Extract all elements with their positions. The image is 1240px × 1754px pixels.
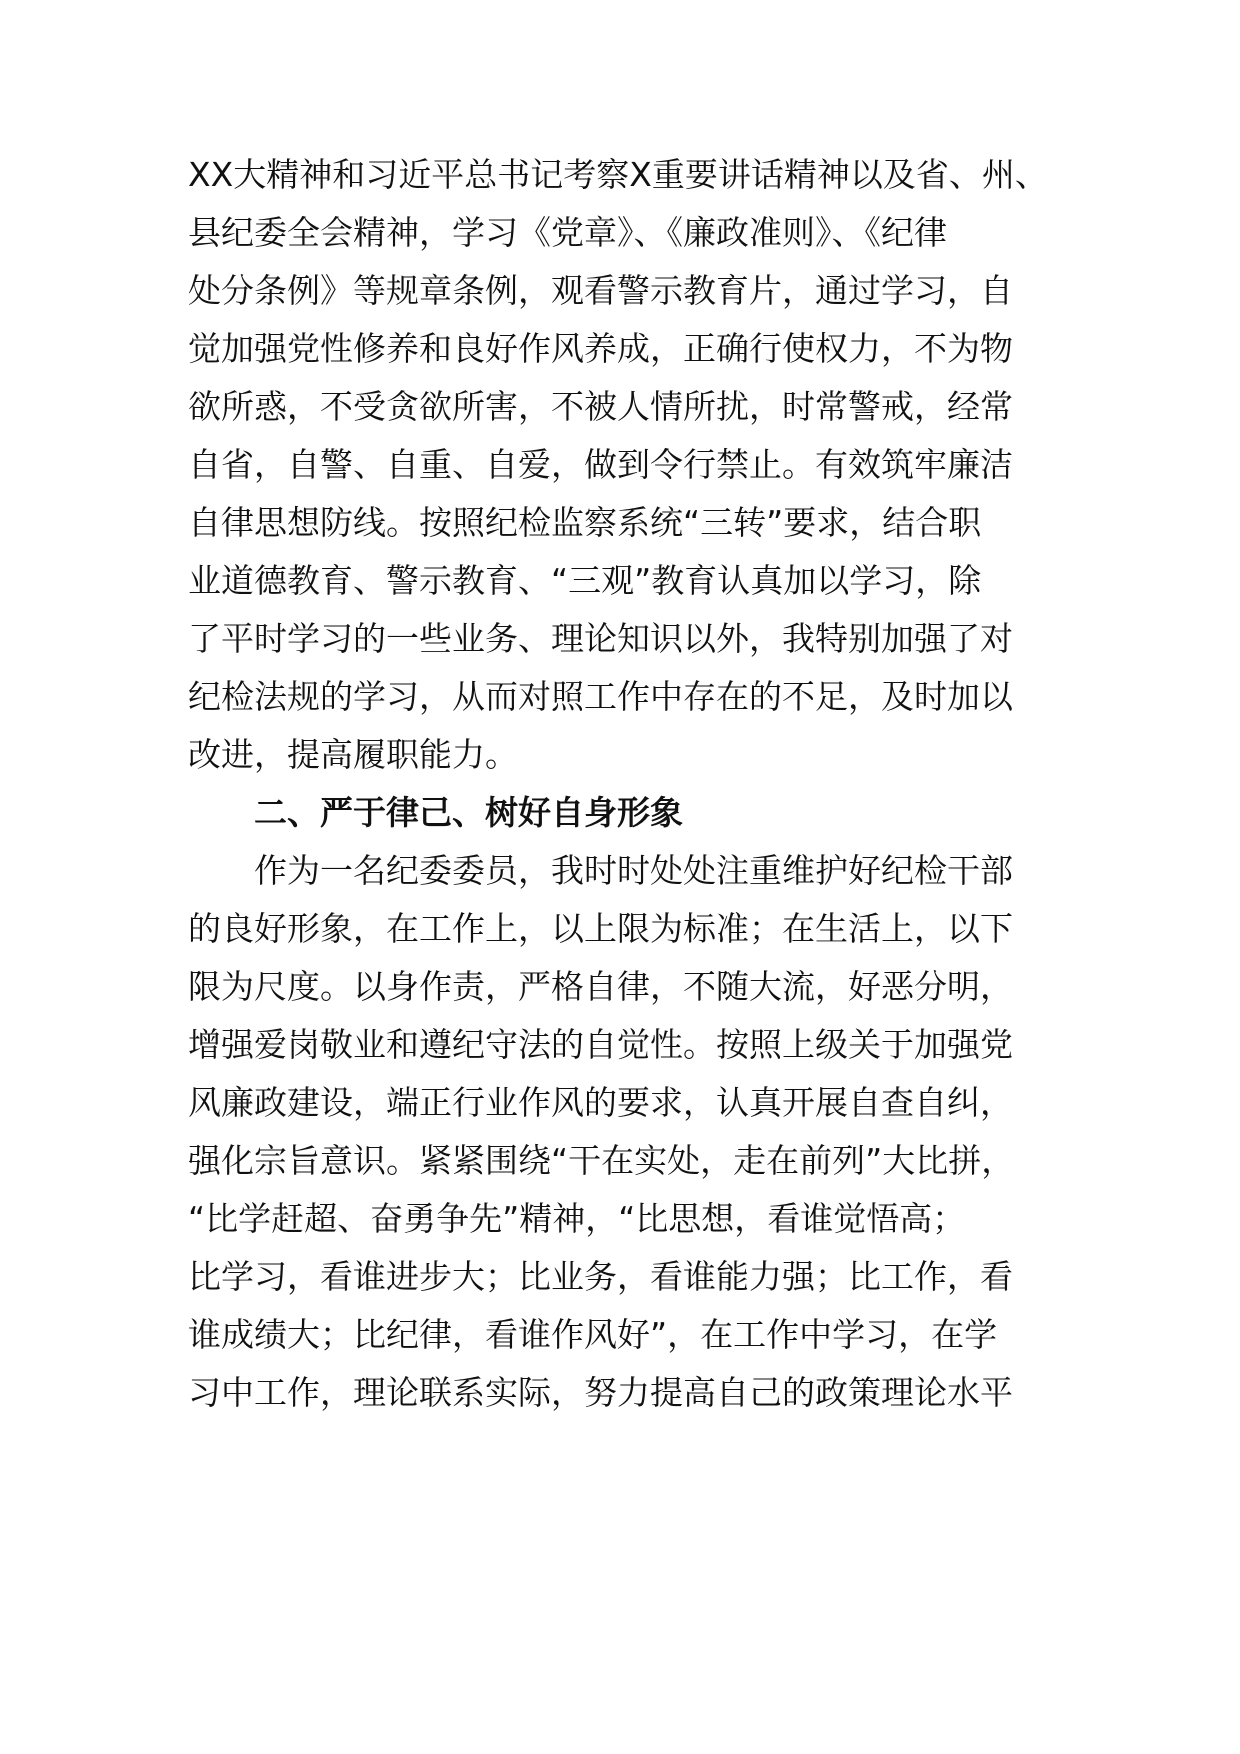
text-line: 纪检法规的学习，从而对照工作中存在的不足，及时加以 — [188, 677, 1013, 716]
text-line: 觉加强党性修养和良好作风养成，正确行使权力，不为物 — [188, 329, 1013, 368]
text-line: 比学习，看谁进步大；比业务，看谁能力强；比工作，看 — [188, 1257, 1013, 1296]
text-line: 自省，自警、自重、自爱，做到令行禁止。有效筑牢廉洁 — [188, 445, 1013, 484]
text-line: 欲所惑，不受贪欲所害，不被人情所扰，时常警戒，经常 — [188, 387, 1013, 426]
text-line: 增强爱岗敬业和遵纪守法的自觉性。按照上级关于加强党 — [188, 1025, 1013, 1064]
text-line: 限为尺度。以身作责，严格自律，不随大流，好恶分明， — [188, 967, 1013, 1006]
text-line: 处分条例》等规章条例，观看警示教育片，通过学习，自 — [188, 271, 1013, 310]
text-line: 的良好形象，在工作上，以上限为标准；在生活上，以下 — [188, 909, 1013, 948]
section-heading: 二、严于律己、树好自身形象 — [254, 793, 683, 832]
text-line: 县纪委全会精神，学习《党章》、《廉政准则》、《纪律 — [188, 213, 947, 252]
text-line: 风廉政建设，端正行业作风的要求，认真开展自查自纠， — [188, 1083, 1013, 1122]
text-line: 谁成绩大；比纪律，看谁作风好”，在工作中学习，在学 — [188, 1315, 998, 1354]
text-line: 自律思想防线。按照纪检监察系统“三转”要求，结合职 — [188, 503, 982, 542]
text-line: 习中工作，理论联系实际，努力提高自己的政策理论水平 — [188, 1373, 1013, 1412]
text-line: “比学赶超、奋勇争先”精神，“比思想，看谁觉悟高； — [188, 1199, 966, 1238]
text-line: 强化宗旨意识。紧紧围绕“干在实处，走在前列”大比拼， — [188, 1141, 1015, 1180]
text-line: 了平时学习的一些业务、理论知识以外，我特别加强了对 — [188, 619, 1013, 658]
text-line: XX大精神和习近平总书记考察X重要讲话精神以及省、州、 — [188, 155, 1048, 194]
text-line: 业道德教育、警示教育、“三观”教育认真加以学习，除 — [188, 561, 982, 600]
text-line: 作为一名纪委委员，我时时处处注重维护好纪检干部 — [254, 851, 1013, 890]
text-line: 改进，提高履职能力。 — [188, 735, 518, 774]
